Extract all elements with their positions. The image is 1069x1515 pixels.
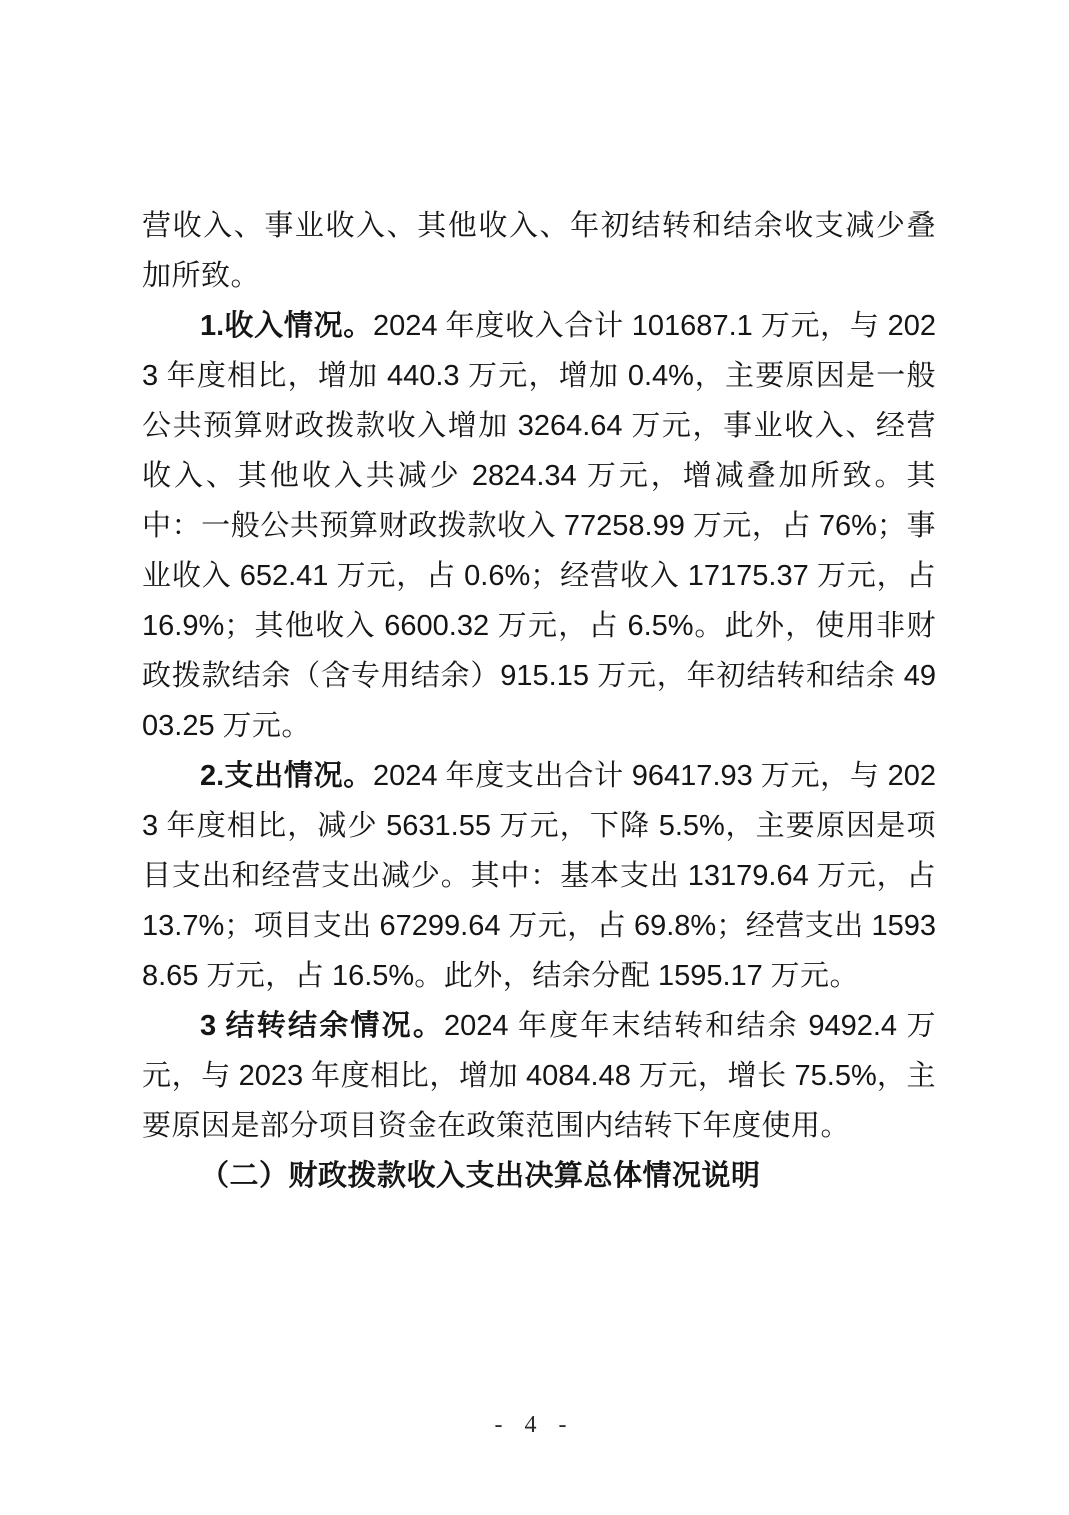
text-run: 年度相比，减少 — [158, 810, 387, 842]
text-run: ；项目支出 — [224, 910, 380, 942]
text-run: ；经营收入 — [530, 560, 688, 592]
numeric-text: 440.3 — [386, 360, 460, 392]
text-run: 万元，增长 — [630, 1060, 795, 1092]
text-run: ；经营支出 — [716, 910, 872, 942]
text-run: ，主要原因是项目支出和经营支出减少。其中：基本支出 — [142, 810, 936, 892]
numeric-text: 96417.93 — [631, 760, 753, 792]
numeric-text: 1. — [200, 310, 225, 342]
paragraph-income — [142, 301, 936, 751]
paragraph-expenditure — [142, 751, 936, 1001]
text-run: 营收入、事业收入、其他收入、年初结转和结余收支减少叠加所致。 — [142, 210, 936, 292]
text-run: 万元，年初结转和结余 — [588, 660, 904, 692]
text-run: 万元。 — [214, 710, 311, 742]
text-run: 年度年末结转和结余 — [508, 1010, 809, 1042]
numeric-text: 2023 — [238, 1060, 304, 1092]
text-run: 万元，增加 — [459, 360, 628, 392]
numeric-text: 13.7% — [142, 910, 225, 942]
numeric-text: 4903.25 — [142, 660, 936, 742]
numeric-text: 2023 — [142, 760, 936, 842]
text-run: 。此外，结余分配 — [414, 960, 658, 992]
text-run: 万元，占 — [500, 910, 634, 942]
text-run: 万元，占 — [684, 510, 819, 542]
text-run: 结转结余情况。 — [216, 1010, 445, 1042]
numeric-text: 15938.65 — [142, 910, 936, 992]
numeric-text: 9492.4 — [808, 1010, 898, 1042]
text-run: 万元，占 — [808, 560, 936, 592]
section-heading — [142, 1151, 936, 1201]
numeric-text: 2824.34 — [471, 460, 577, 492]
numeric-text: 3264.64 — [517, 410, 623, 442]
text-run: 万元，与 — [752, 760, 888, 792]
text-run: 年度相比，增加 — [158, 360, 387, 392]
numeric-text: 69.8% — [633, 910, 717, 942]
text-run: 万元，占 — [198, 960, 332, 992]
text-run: 收入情况。 — [224, 310, 374, 342]
numeric-text: 915.15 — [500, 660, 589, 692]
numeric-text: 2024 — [373, 760, 438, 792]
document-body — [142, 201, 936, 1201]
numeric-text: 77258.99 — [563, 510, 685, 542]
text-run: 年度支出合计 — [437, 760, 632, 792]
numeric-text: 0.6% — [464, 560, 531, 592]
numeric-text: 3 — [200, 1010, 217, 1042]
text-run: 万元，占 — [808, 860, 936, 892]
text-run: ；其他收入 — [224, 610, 385, 642]
numeric-text: 6.5% — [627, 610, 694, 642]
numeric-text: 4084.48 — [526, 1060, 631, 1092]
text-run: 支出情况。 — [224, 760, 374, 792]
text-run: ；事业收入 — [142, 510, 936, 592]
text-run: 万元，占 — [489, 610, 628, 642]
paragraph-carryover — [142, 1001, 936, 1151]
text-run: 年度相比，增加 — [303, 1060, 527, 1092]
text-run: 万元，下降 — [491, 810, 659, 842]
text-run: （二）财政拨款收入支出决算总体情况说明 — [200, 1160, 761, 1192]
numeric-text: 5.5% — [658, 810, 725, 842]
text-run: 万元，占 — [328, 560, 465, 592]
numeric-text: 17175.37 — [687, 560, 809, 592]
numeric-text: 13179.64 — [687, 860, 809, 892]
numeric-text: 0.4% — [627, 360, 694, 392]
page-number: - 4 - — [494, 1412, 575, 1438]
text-run: 万元，增减叠加所致。其中：一般公共预算财政拨款收入 — [142, 460, 936, 542]
text-run: ，主要原因是部分项目资金在政策范围内结转下年度使用。 — [142, 1060, 936, 1142]
numeric-text: 2024 — [373, 310, 438, 342]
text-run: 万元，与 — [752, 310, 888, 342]
text-run: 万元，事业收入、经营收入、其他收入共减少 — [142, 410, 936, 492]
numeric-text: 16.9% — [142, 610, 225, 642]
numeric-text: 652.41 — [239, 560, 329, 592]
numeric-text: 5631.55 — [386, 810, 491, 842]
text-run: ，主要原因是一般公共预算财政拨款收入增加 — [142, 360, 936, 442]
numeric-text: 67299.64 — [379, 910, 501, 942]
numeric-text: 75.5% — [794, 1060, 877, 1092]
text-run: 万元。 — [762, 960, 860, 992]
text-run: 万元，与 — [142, 1010, 936, 1092]
numeric-text: 2023 — [142, 310, 936, 392]
numeric-text: 16.5% — [331, 960, 415, 992]
numeric-text: 76% — [818, 510, 877, 542]
text-run: 。此外，使用非财政拨款结余（含专用结余） — [142, 610, 936, 692]
text-run: 年度收入合计 — [437, 310, 632, 342]
numeric-text: 2. — [200, 760, 225, 792]
numeric-text: 6600.32 — [384, 610, 490, 642]
numeric-text: 1595.17 — [657, 960, 763, 992]
paragraph-continuation — [142, 201, 936, 301]
numeric-text: 101687.1 — [631, 310, 753, 342]
numeric-text: 2024 — [444, 1010, 509, 1042]
